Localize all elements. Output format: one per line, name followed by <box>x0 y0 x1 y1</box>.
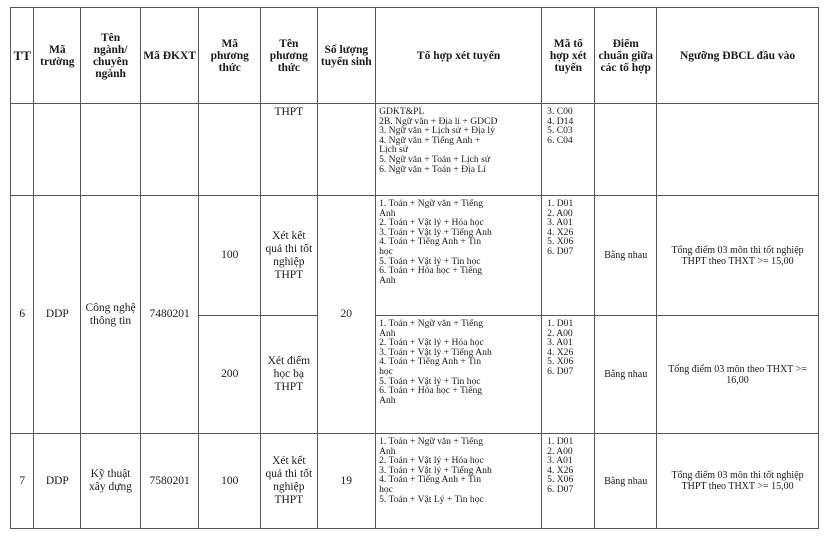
header-ma-truong: Mã trường <box>34 8 81 104</box>
threshold-cell: Tổng điểm 03 môn thi tốt nghiệp THPT theo THXT >= 15,00 <box>657 196 819 316</box>
equal-score-cell: Bằng nhau <box>595 316 657 434</box>
header-ma-dkxt: Mã ĐKXT <box>140 8 199 104</box>
registration-code: 7580201 <box>140 434 199 529</box>
row-number: 6 <box>11 196 34 434</box>
combo-codes-cell <box>542 316 595 434</box>
method-name: Xét kết quả thi tốt nghiệp THPT <box>261 196 317 316</box>
list-line: Anh <box>379 207 396 219</box>
list-line: học <box>379 483 393 495</box>
list-line: 3. A01 <box>547 455 573 467</box>
list-line: Anh <box>379 327 396 339</box>
cell-empty <box>657 104 819 196</box>
header-to-hop: Tổ hợp xét tuyển <box>376 8 542 104</box>
combo-list-cell <box>376 104 542 196</box>
threshold-cell: Tổng điểm 03 môn thi tốt nghiệp THPT theo THXT >= 15,00 <box>657 434 819 529</box>
list-line: Anh <box>379 394 396 406</box>
list-line: 5. C03 <box>547 125 573 137</box>
list-line: 3. Toán + Vật lý + Tiếng Anh <box>379 464 492 476</box>
list-line: 4. Ngữ văn + Tiếng Anh + <box>379 134 481 146</box>
list-line: 4. Toán + Tiếng Anh + Tin <box>379 474 482 486</box>
list-line: 2. A00 <box>547 445 573 457</box>
list-line: 1. D01 <box>547 436 574 447</box>
list-line: Anh <box>379 445 396 457</box>
list-line: 2. A00 <box>547 207 573 219</box>
list-line: 3. Ngữ văn + Lịch sử + Địa lý <box>379 125 495 137</box>
list-line: 6. Toán + Hóa học + Tiếng <box>379 385 483 397</box>
list-line: 2. Toán + Vật lý + Hóa học <box>379 217 484 229</box>
cell-empty <box>199 104 261 196</box>
school-code: DDP <box>34 434 81 529</box>
list-line: 3. A01 <box>547 337 573 349</box>
quota: 19 <box>317 434 376 529</box>
list-line: 5. Ngữ văn + Toán + Lịch sử <box>379 153 491 165</box>
list-line: 1. D01 <box>547 318 574 329</box>
header-tt: TT <box>11 8 34 104</box>
school-code: DDP <box>34 196 81 434</box>
header-ten-phuong-thuc: Tên phương thức <box>261 8 317 104</box>
list-line: GDKT&PL <box>379 106 425 117</box>
list-line: Anh <box>379 274 396 286</box>
combo-codes-cell <box>542 104 595 196</box>
table-row-6a <box>11 196 819 316</box>
list-line: 1. D01 <box>547 198 574 209</box>
cell-empty <box>11 104 34 196</box>
combo-list-cell <box>376 316 542 434</box>
major-name: Kỹ thuật xây dựng <box>81 434 141 529</box>
combo-codes-cell <box>542 196 595 316</box>
method-name: Xét kết quả thi tốt nghiệp THPT <box>261 434 317 529</box>
list-line: 6. C04 <box>547 134 573 146</box>
header-ten-nganh: Tên ngành/ chuyên ngành <box>81 8 141 104</box>
header-ma-phuong-thuc: Mã phương thức <box>199 8 261 104</box>
list-line: Lịch sử <box>379 144 408 156</box>
list-line: học <box>379 245 393 257</box>
list-line: 4. X26 <box>547 346 574 358</box>
list-line: 5. Toán + Vật lý + Tin học <box>379 255 481 267</box>
registration-code: 7480201 <box>140 196 199 434</box>
list-line: 2. Toán + Vật lý + Hóa học <box>379 337 484 349</box>
list-line: 6. Ngữ văn + Toán + Địa Lí <box>379 163 486 175</box>
method-code: 100 <box>199 434 261 529</box>
list-line: 2. Toán + Vật lý + Hóa học <box>379 455 484 467</box>
combo-list-cell <box>376 196 542 316</box>
list-line: 3. Toán + Vật lý + Tiếng Anh <box>379 346 492 358</box>
table-row-7 <box>11 434 819 529</box>
list-line: 5. Toán + Vật lý + Tin học <box>379 375 481 387</box>
cell-empty <box>595 104 657 196</box>
method-name-cell: THPT <box>261 104 317 196</box>
list-line: 4. Toán + Tiếng Anh + Tin <box>379 236 482 248</box>
list-line: 1. Toán + Ngữ văn + Tiếng <box>379 436 483 447</box>
list-line: học <box>379 365 393 377</box>
list-line: 1. Toán + Ngữ văn + Tiếng <box>379 198 483 209</box>
list-line: 2B. Ngữ văn + Địa lí + GDCD <box>379 115 498 127</box>
header-so-luong: Số lượng tuyển sinh <box>317 8 376 104</box>
cell-empty <box>140 104 199 196</box>
list-line: 6. D07 <box>547 245 574 257</box>
equal-score-cell: Bằng nhau <box>595 196 657 316</box>
list-line: 1. Toán + Ngữ văn + Tiếng <box>379 318 483 329</box>
list-line: 5. X06 <box>547 236 574 248</box>
header-nguong: Ngưỡng ĐBCL đầu vào <box>657 8 819 104</box>
major-name: Công nghệ thông tin <box>81 196 141 434</box>
quota: 20 <box>317 196 376 434</box>
threshold-cell: Tổng điểm 03 môn theo THXT >= 16,00 <box>657 316 819 434</box>
list-line: 3. A01 <box>547 217 573 229</box>
cell-empty <box>34 104 81 196</box>
list-line: 5. X06 <box>547 474 574 486</box>
list-line: 6. D07 <box>547 365 574 377</box>
list-line: 2. A00 <box>547 327 573 339</box>
equal-score-cell: Bằng nhau <box>595 434 657 529</box>
list-line: 4. Toán + Tiếng Anh + Tin <box>379 356 482 368</box>
list-line: 5. Toán + Vật Lý + Tin học <box>379 493 484 505</box>
table-row-continuation <box>11 104 819 196</box>
method-name: Xét điểm học bạ THPT <box>261 316 317 434</box>
header-row <box>11 8 819 104</box>
row-number: 7 <box>11 434 34 529</box>
list-line: 4. X26 <box>547 464 574 476</box>
list-line: 4. D14 <box>547 115 574 127</box>
list-line: 6. D07 <box>547 483 574 495</box>
list-line: 3. C00 <box>547 106 573 117</box>
cell-empty <box>317 104 376 196</box>
list-line: 3. Toán + Vật lý + Tiếng Anh <box>379 226 492 238</box>
header-ma-to-hop: Mã tổ hợp xét tuyển <box>542 8 595 104</box>
list-line: 4. X26 <box>547 226 574 238</box>
header-diem-chuan: Điểm chuẩn giữa các tổ hợp <box>595 8 657 104</box>
combo-list-cell <box>376 434 542 529</box>
admission-table <box>10 7 819 529</box>
list-line: 5. X06 <box>547 356 574 368</box>
combo-codes-cell <box>542 434 595 529</box>
method-code: 200 <box>199 316 261 434</box>
method-code: 100 <box>199 196 261 316</box>
list-line: 6. Toán + Hóa học + Tiếng <box>379 265 483 277</box>
cell-empty <box>81 104 141 196</box>
